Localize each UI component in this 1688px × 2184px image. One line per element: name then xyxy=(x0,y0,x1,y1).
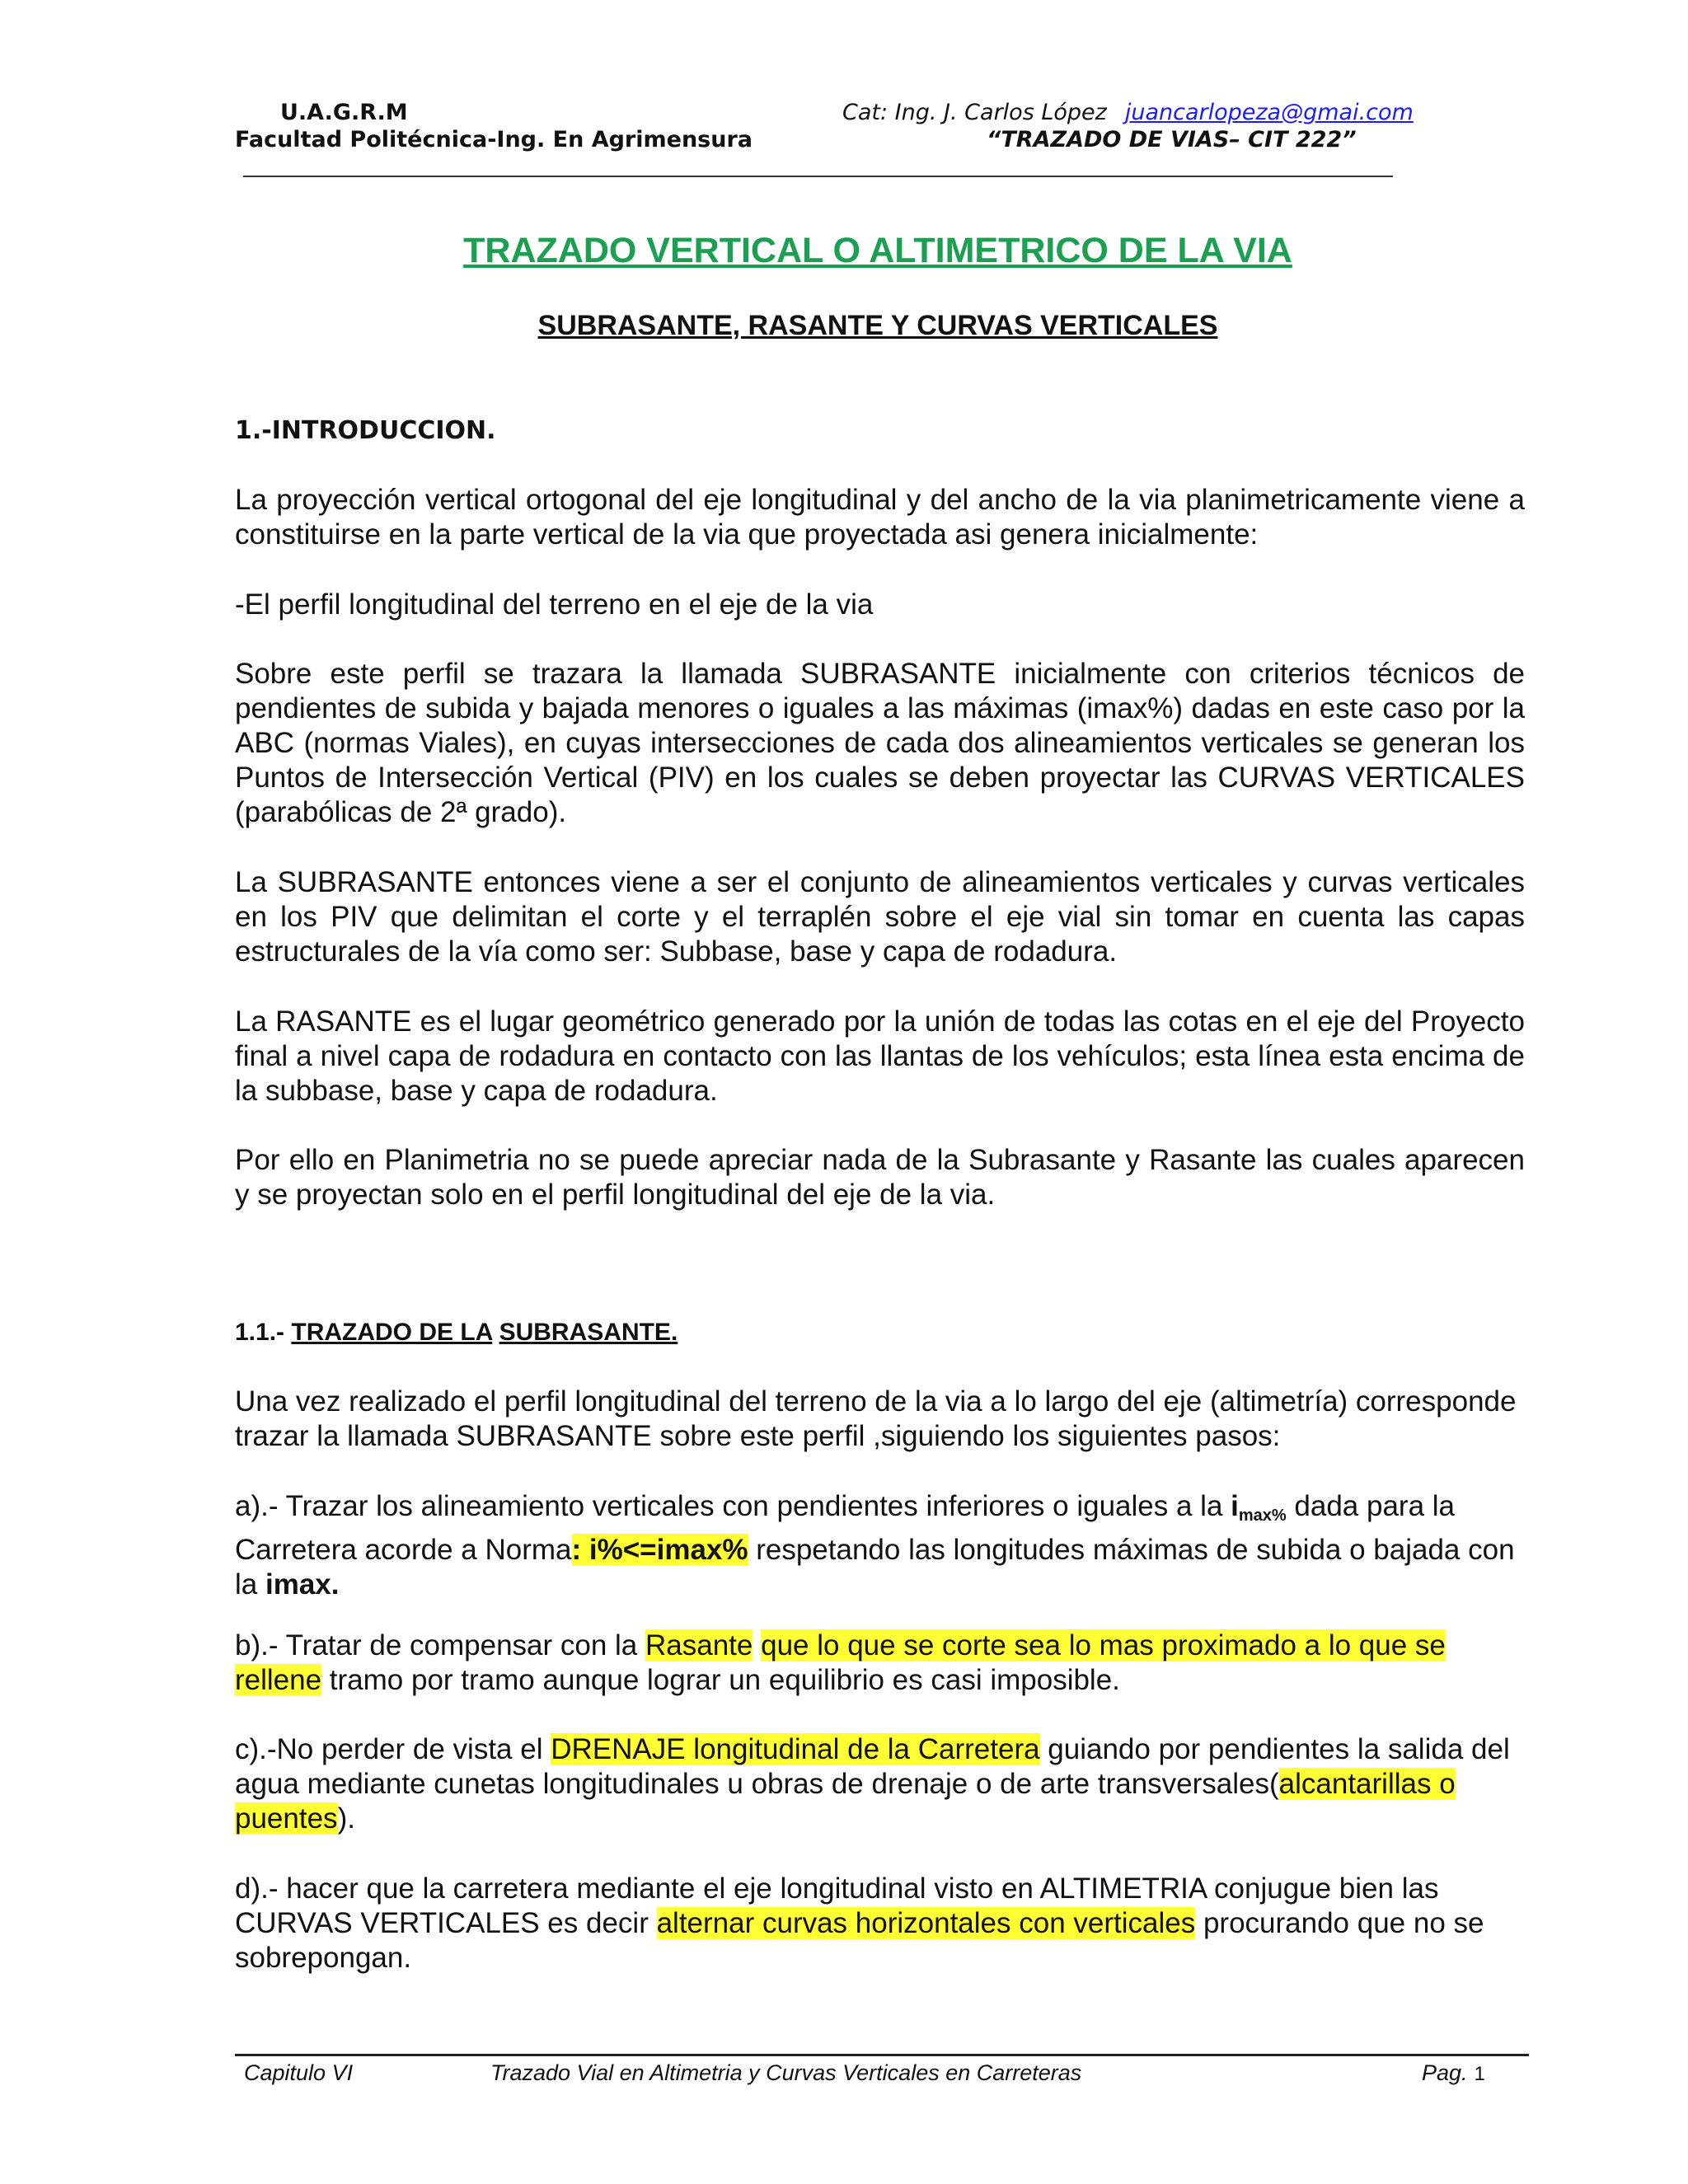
intro-paragraph-1: La proyección vertical ortogonal del eje longitudinal y del ancho de la via planimetricamente viene a constituirse en la parte vertical de la via que proyectada asi genera inicialmente: xyxy=(235,484,1525,551)
section-heading-part-b: SUBRASANTE. xyxy=(499,1319,678,1346)
header-right xyxy=(842,99,1414,153)
footer-page-label: Pag. xyxy=(1422,2060,1468,2085)
step-a-i: i xyxy=(1231,1490,1239,1522)
step-d-text-2: procurando que no se sobrepongan. xyxy=(235,1907,1484,1974)
section-paragraph-1: Una vez realizado el perfil longitudinal del terreno de la via a lo largo del eje (altimetría) corresponde trazar la llamada SUBRASANTE sobre este perfil ,siguiendo los siguientes pasos: xyxy=(235,1385,1517,1452)
step-a-imax: imax. xyxy=(265,1568,340,1601)
intro-paragraph-6: Por ello en Planimetria no se puede apreciar nada de la Subrasante y Rasante las cuales aparecen y se proyectan solo en el perfil longitudinal del eje de la via. xyxy=(235,1144,1525,1211)
step-d-highlight: alternar curvas horizontales con verticales xyxy=(656,1907,1196,1939)
step-a-highlight: : i%<=imax% xyxy=(571,1534,748,1566)
step-c-text-3: ). xyxy=(337,1802,355,1835)
step-d xyxy=(235,1872,1525,1975)
step-a-text-3: respetando las longitudes máximas de subida o bajada con la xyxy=(235,1534,1515,1601)
step-b xyxy=(235,1629,1525,1698)
step-a-text-2: dada para la Carretera acorde a Norma xyxy=(235,1490,1456,1566)
intro-paragraph-2: -El perfil longitudinal del terreno en el eje de la via xyxy=(235,588,874,621)
step-b-text-2: tramo por tramo aunque lograr un equilibrio es casi imposible. xyxy=(321,1664,1120,1696)
intro-paragraph-4: La SUBRASANTE entonces viene a ser el conjunto de alineamientos verticales y curvas verticales en los PIV que delimitan el corte y el terraplén sobre el eje vial sin tomar en cuenta las capas estructurales de la vía como ser: Subbase, base y capa de rodadura. xyxy=(235,866,1525,968)
footer-page-number: 1 xyxy=(1474,2063,1485,2085)
section-heading xyxy=(235,1319,678,1347)
author-email-link[interactable]: juancarlopeza@gmai.com xyxy=(1124,100,1414,125)
institution-name: U.A.G.R.M xyxy=(280,100,408,125)
intro-heading: 1.-INTRODUCCION. xyxy=(235,416,496,445)
section-heading-part-a: TRAZADO DE LA xyxy=(291,1319,493,1346)
faculty-name: Facultad Politécnica-Ing. En Agrimensura xyxy=(235,127,753,152)
step-c-highlight-1: DRENAJE longitudinal de la Carretera xyxy=(551,1733,1040,1765)
intro-paragraph-5: La RASANTE es el lugar geométrico generado por la unión de todas las cotas en el eje del Proyecto final a nivel capa de rodadura en contacto con las llantas de los vehículos; esta línea esta encima de la subbase, base y capa de rodadura. xyxy=(235,1005,1525,1107)
step-a-text-1: a).- Trazar los alineamiento verticales con pendientes inferiores o iguales a la xyxy=(235,1490,1231,1522)
step-d-text-1: d).- hacer que la carretera mediante el eje longitudinal visto en ALTIMETRIA conjugue bien las CURVAS VERTICALES es decir xyxy=(235,1872,1439,1939)
intro-paragraph-3: Sobre este perfil se trazara la llamada SUBRASANTE inicialmente con criterios técnicos de pendientes de subida y bajada menores o iguales a las máximas (imax%) dadas en este caso por la ABC (normas Viales), en cuyas intersecciones de cada dos alineamientos verticales se generan los Puntos de Intersección Vertical (PIV) en los cuales se deben proyectar las CURVAS VERTICALES (parabólicas de 2ª grado). xyxy=(235,658,1525,828)
step-c-text-1: c).-No perder de vista el xyxy=(235,1733,551,1765)
header-divider xyxy=(243,176,1393,177)
author-name: Cat: Ing. J. Carlos López xyxy=(842,100,1107,125)
step-c-highlight-2: alcantarillas o puentes xyxy=(235,1768,1456,1835)
step-c-text-2: guiando por pendientes la salida del agua mediante cunetas longitudinales u obras de drenaje o de arte transversales( xyxy=(235,1733,1510,1800)
footer-divider xyxy=(235,2054,1529,2056)
step-a xyxy=(235,1489,1525,1602)
footer-page xyxy=(1422,2059,1485,2088)
footer-topic: Trazado Vial en Altimetria y Curvas Verticales en Carreteras xyxy=(490,2060,1082,2085)
course-name: “TRAZADO DE VIAS– CIT 222” xyxy=(987,127,1357,152)
footer-chapter: Capitulo VI xyxy=(244,2060,354,2085)
step-a-subscript: max% xyxy=(1238,1507,1287,1525)
step-b-highlight-2: que lo que se corte sea lo mas proximado a lo que se rellene xyxy=(235,1629,1446,1696)
step-b-highlight-1: Rasante xyxy=(645,1629,753,1661)
header-left xyxy=(235,99,753,153)
document-title: TRAZADO VERTICAL O ALTIMETRICO DE LA VIA xyxy=(463,231,1292,270)
step-c xyxy=(235,1732,1525,1836)
step-b-text-1: b).- Tratar de compensar con la xyxy=(235,1629,645,1661)
section-number: 1.1.- xyxy=(235,1319,292,1346)
document-subtitle: SUBRASANTE, RASANTE Y CURVAS VERTICALES xyxy=(537,310,1218,341)
